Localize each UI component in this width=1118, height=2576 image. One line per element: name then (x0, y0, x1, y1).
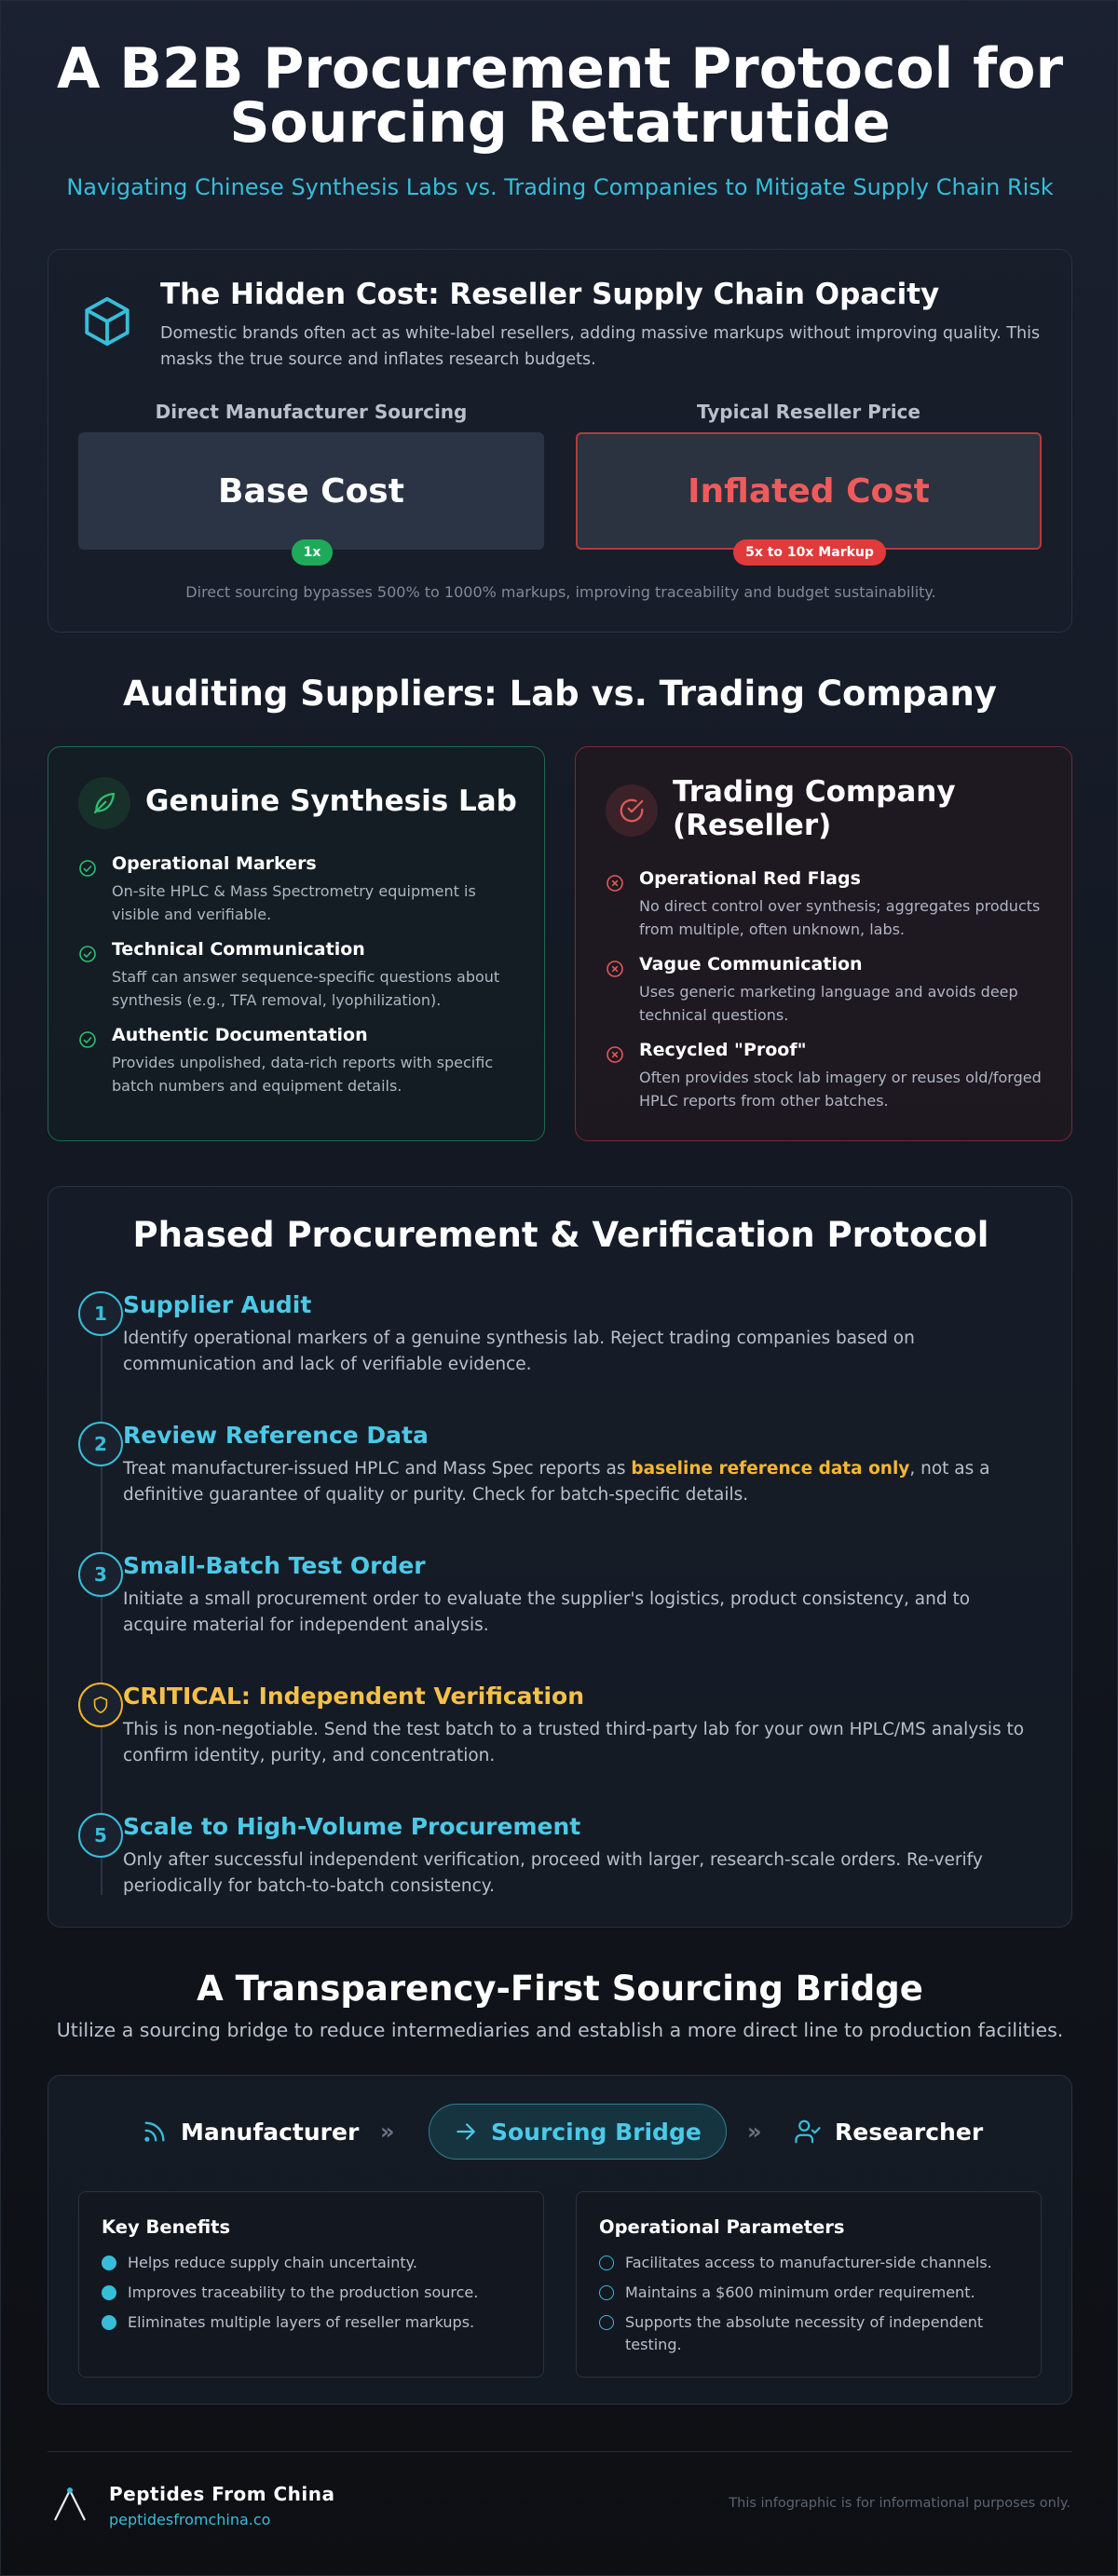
item-text: Helps reduce supply chain uncertainty. (128, 2254, 417, 2271)
footer-url[interactable]: peptidesfromchina.co (109, 2511, 271, 2528)
footer-disclaimer: This infographic is for informational purposes only. (729, 2496, 1070, 2511)
opacity-description: Domestic brands often act as white-label resellers, adding massive markups without improving quality. This masks the true source and inflates research budgets. (160, 324, 1041, 369)
inflated-cost-box: Inflated Cost (576, 432, 1042, 550)
check-circle-icon (78, 1030, 97, 1049)
base-multiplier-badge: 1x (292, 539, 333, 566)
shield-icon (78, 1683, 123, 1727)
list-item (78, 939, 516, 1012)
sourcing-bridge-label: Sourcing Bridge (491, 2118, 702, 2146)
list-item (606, 1040, 1043, 1112)
x-circle-icon (606, 1045, 624, 1064)
opacity-card (48, 249, 1072, 633)
list-item (102, 2311, 521, 2334)
page-subtitle: Navigating Chinese Synthesis Labs vs. Trading Companies to Mitigate Supply Chain Risk (66, 174, 1054, 200)
step-title: Small-Batch Test Order (123, 1552, 426, 1579)
item-title: Technical Communication (112, 939, 365, 960)
cube-icon (80, 294, 134, 348)
item-text: Improves traceability to the production source. (128, 2283, 479, 2301)
researcher-label: Researcher (835, 2118, 984, 2146)
operational-parameters-panel (576, 2191, 1042, 2378)
check-circle-icon (78, 859, 97, 878)
list-item (599, 2252, 1018, 2274)
item-description: Provides unpolished, data-rich reports with specific batch numbers and equipment details. (112, 1054, 494, 1095)
step-number: 5 (78, 1813, 123, 1858)
user-check-icon (794, 2118, 822, 2146)
opacity-footnote: Direct sourcing bypasses 500% to 1000% markups, improving traceability and budget sustainability. (185, 583, 936, 601)
step-number: 2 (78, 1422, 123, 1466)
panel-title: Key Benefits (102, 2216, 231, 2238)
title-line-2: Sourcing Retatrutide (229, 90, 891, 156)
item-title: Operational Red Flags (639, 868, 861, 889)
protocol-step (78, 1552, 1038, 1639)
bridge-heading: A Transparency-First Sourcing Bridge (197, 1969, 923, 2009)
badge-check-icon (606, 784, 658, 837)
desc-highlight: baseline reference data only (631, 1459, 910, 1479)
check-circle-icon (102, 2256, 116, 2270)
step-title: Supplier Audit (123, 1291, 312, 1318)
footer-brand: Peptides From China (109, 2483, 335, 2505)
step-title: Scale to High-Volume Procurement (123, 1813, 581, 1840)
step-description: Identify operational markers of a genuine synthesis lab. Reject trading companies based on communication and lack of verifiable evidence. (123, 1329, 915, 1374)
protocol-title: Phased Procurement & Verification Protocol (132, 1215, 989, 1255)
protocol-step (78, 1813, 1038, 1900)
item-description: On-site HPLC & Mass Spectrometry equipment is visible and verifiable. (112, 882, 476, 923)
title-line-2: (Reseller) (673, 809, 832, 842)
base-cost-box: Base Cost (78, 432, 544, 550)
opacity-title: The Hidden Cost: Reseller Supply Chain Opacity (160, 278, 940, 311)
bridge-subheading: Utilize a sourcing bridge to reduce intermediaries and establish a more direct line to production facilities. (56, 2019, 1064, 2041)
step-description: Only after successful independent verification, proceed with larger, research-scale orders. Re-verify periodically for batch-to-batch consistency. (123, 1850, 983, 1896)
list-item (599, 2282, 1018, 2304)
researcher-node (794, 2104, 983, 2160)
x-circle-icon (606, 874, 624, 893)
item-title: Recycled "Proof" (639, 1040, 807, 1060)
step-number: 3 (78, 1552, 123, 1597)
page-title (1, 36, 1118, 156)
item-text: Eliminates multiple layers of reseller markups. (128, 2313, 475, 2331)
peak-logo-icon (49, 2483, 90, 2524)
key-benefits-panel (78, 2191, 544, 2378)
item-description: Staff can answer sequence-specific questions about synthesis (e.g., TFA removal, lyophilization). (112, 968, 500, 1009)
trading-company-card (575, 746, 1072, 1141)
item-text: Maintains a $600 minimum order requirement. (625, 2283, 975, 2301)
footer-divider (48, 2451, 1072, 2452)
title-line-1: A B2B Procurement Protocol for (56, 36, 1064, 102)
item-description: Often provides stock lab imagery or reuses old/forged HPLC reports from other batches. (639, 1069, 1042, 1110)
list-item (78, 853, 516, 926)
item-title: Vague Communication (639, 954, 863, 975)
list-item (606, 868, 1043, 941)
trading-company-title (673, 775, 1064, 842)
synthesis-lab-title: Genuine Synthesis Lab (145, 784, 517, 818)
direct-sourcing-label: Direct Manufacturer Sourcing (155, 401, 468, 423)
step-title: Review Reference Data (123, 1422, 429, 1449)
protocol-card (48, 1186, 1072, 1928)
list-item (102, 2252, 521, 2274)
audit-heading: Auditing Suppliers: Lab vs. Trading Company (123, 674, 997, 714)
item-description: Uses generic marketing language and avoids deep technical questions. (639, 983, 1018, 1024)
protocol-step (78, 1422, 1038, 1508)
item-title: Operational Markers (112, 853, 317, 874)
rss-icon (142, 2119, 168, 2145)
check-circle-icon (78, 945, 97, 963)
check-circle-icon (102, 2315, 116, 2330)
list-item (78, 1025, 516, 1097)
synthesis-lab-card (48, 746, 545, 1141)
leaf-icon (78, 777, 130, 829)
list-item (606, 954, 1043, 1027)
sourcing-flow (48, 2104, 1073, 2160)
list-item (102, 2282, 521, 2304)
item-description: No direct control over synthesis; aggregates products from multiple, often unknown, labs. (639, 897, 1041, 938)
list-item (599, 2311, 1018, 2356)
bridge-card (48, 2075, 1072, 2405)
protocol-step (78, 1683, 1038, 1769)
chevrons-right-icon: » (380, 2119, 395, 2145)
desc-text: , not as a definitive guarantee of quality or purity. Check for batch-specific details. (123, 1459, 990, 1505)
step-description (123, 1456, 1038, 1508)
desc-text: Treat manufacturer-issued HPLC and Mass Spec reports as (123, 1459, 632, 1479)
item-title: Authentic Documentation (112, 1025, 368, 1045)
circle-icon (599, 2315, 614, 2330)
step-description: Initiate a small procurement order to evaluate the supplier's logistics, product consistency, and to acquire material for independent analysis. (123, 1589, 971, 1635)
x-circle-icon (606, 960, 624, 978)
step-number: 1 (78, 1291, 123, 1336)
protocol-step (78, 1291, 1038, 1378)
panel-title: Operational Parameters (599, 2216, 845, 2238)
step-title: CRITICAL: Independent Verification (123, 1683, 585, 1710)
circle-icon (599, 2285, 614, 2300)
sourcing-bridge-node (429, 2104, 727, 2160)
check-circle-icon (102, 2285, 116, 2300)
reseller-price-label: Typical Reseller Price (697, 401, 920, 423)
manufacturer-node (142, 2104, 359, 2160)
markup-badge: 5x to 10x Markup (733, 539, 886, 566)
chevrons-right-icon: » (747, 2119, 762, 2145)
manufacturer-label: Manufacturer (181, 2118, 360, 2146)
arrow-right-icon (454, 2119, 478, 2144)
circle-icon (599, 2256, 614, 2270)
step-description: This is non-negotiable. Send the test batch to a trusted third-party lab for your own HPLC/MS analysis to confirm identity, purity, and concentration. (123, 1720, 1025, 1765)
item-text: Facilitates access to manufacturer-side channels. (625, 2254, 992, 2271)
item-text: Supports the absolute necessity of independent testing. (625, 2313, 984, 2353)
title-line-1: Trading Company (673, 775, 956, 809)
